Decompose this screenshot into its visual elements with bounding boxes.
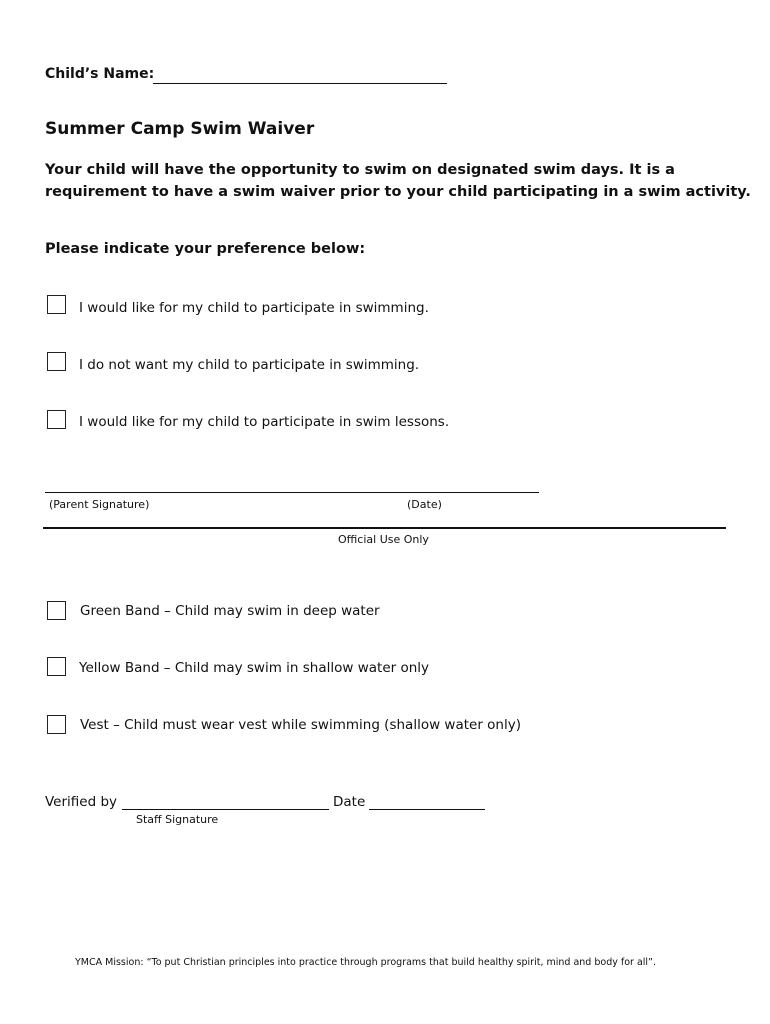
preference-label-swim-lessons: I would like for my child to participate in swim lessons. [79,414,450,430]
preference-label-no-swimming: I do not want my child to participate in swimming. [79,357,420,373]
child-name-label: Child’s Name: [45,66,155,82]
band-label-yellow: Yellow Band – Child may swim in shallow water only [79,660,430,676]
band-checkbox-vest[interactable] [47,715,66,734]
child-name-field[interactable] [153,83,447,84]
verification-date-label: Date [333,794,366,810]
parent-signature-label: (Parent Signature) [49,498,150,511]
preference-checkbox-no-swimming[interactable] [47,352,66,371]
staff-signature-label: Staff Signature [136,813,219,826]
official-use-divider [43,527,726,529]
preference-checkbox-swim-lessons[interactable] [47,410,66,429]
intro-line-1: Your child will have the opportunity to swim on designated swim days. It is a [45,162,675,178]
preference-heading: Please indicate your preference below: [45,241,366,257]
ymca-mission-footer: YMCA Mission: “To put Christian principles into practice through programs that build healthy spirit, mind and body for all”. [75,957,656,968]
band-label-vest: Vest – Child must wear vest while swimming (shallow water only) [80,717,521,733]
page-title: Summer Camp Swim Waiver [45,119,315,139]
official-use-label: Official Use Only [338,533,429,546]
verified-by-label: Verified by [45,794,118,810]
verified-by-field[interactable] [122,809,329,810]
verification-date-field[interactable] [369,809,485,810]
intro-line-2: requirement to have a swim waiver prior to your child participating in a swim activity. [45,184,751,200]
parent-signature-line[interactable] [45,492,539,493]
signature-date-label: (Date) [407,498,442,511]
band-label-green: Green Band – Child may swim in deep water [80,603,380,619]
preference-checkbox-swimming[interactable] [47,295,66,314]
preference-label-swimming: I would like for my child to participate in swimming. [79,300,429,316]
band-checkbox-yellow[interactable] [47,657,66,676]
band-checkbox-green[interactable] [47,601,66,620]
